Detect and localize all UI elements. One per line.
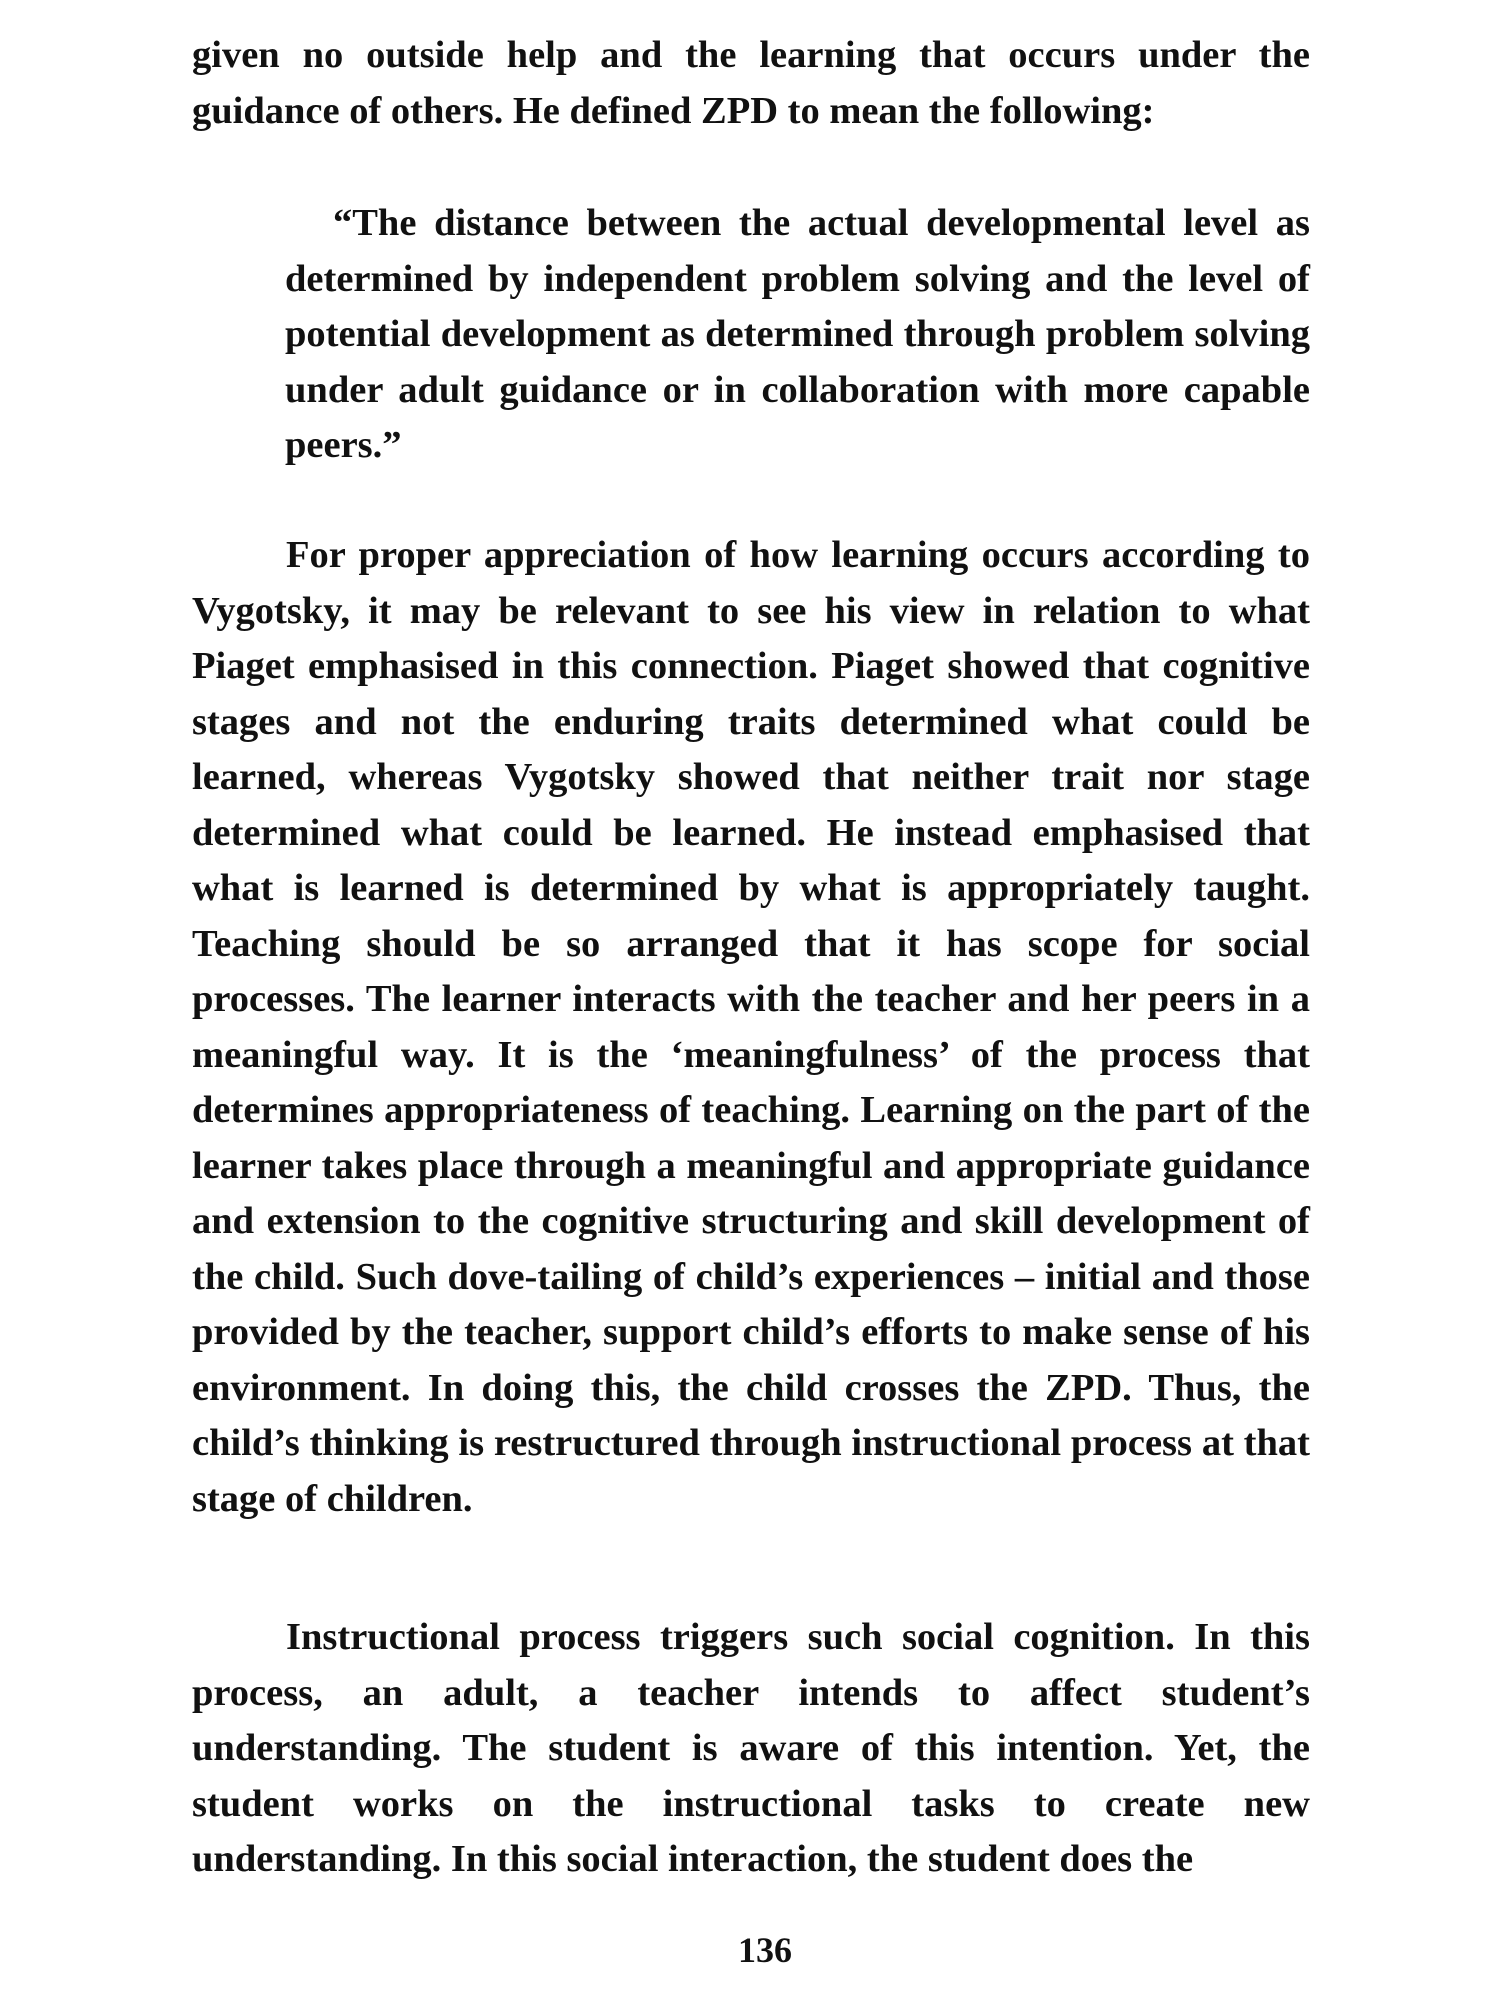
body-paragraph-instructional-process: Instructional process triggers such social cognition. In this process, an adult, a teacher intends to affect student’s understanding. The student is aware of this intention. Yet, the student works on the instructional tasks to create new understanding. In this social interaction, the student does the [192, 1616, 1310, 1880]
body-paragraph-vygotsky-piaget: For proper appreciation of how learning occurs according to Vygotsky, it may be relevant to see his view in relation to what Piaget emphasised in this connection. Piaget showed that cognitive stages and not the enduring traits determined what could be learned, whereas Vygotsky showed that neither trait nor stage determined what could be learned. He instead emphasised that what is learned is determined by what is appropriately taught. Teaching should be so arranged that it has scope for social processes. The learner interacts with the teacher and her peers in a meaningful way. It is the ‘meaningfulness’ of the process that determines appropriateness of teaching. Learning on the part of the learner takes place through a meaningful and appropriate guidance and extension to the cognitive structuring and skill development of the child. Such dove-tailing of child’s experiences – initial and those provided by the teacher, support child’s efforts to make sense of his environment. In doing this, the child crosses the ZPD. Thus, the child’s thinking is restructured through instructional process at that stage of children. [192, 534, 1310, 1520]
intro-paragraph: given no outside help and the learning that occurs under the guidance of others. He defined ZPD to mean the following: [192, 34, 1310, 132]
zpd-definition-quote: “The distance between the actual developmental level as determined by independent problem solving and the level of potential development as determined through problem solving under adult guidance or in collaboration with more capable peers.” [285, 202, 1310, 466]
page-number: 136 [738, 1930, 792, 1970]
